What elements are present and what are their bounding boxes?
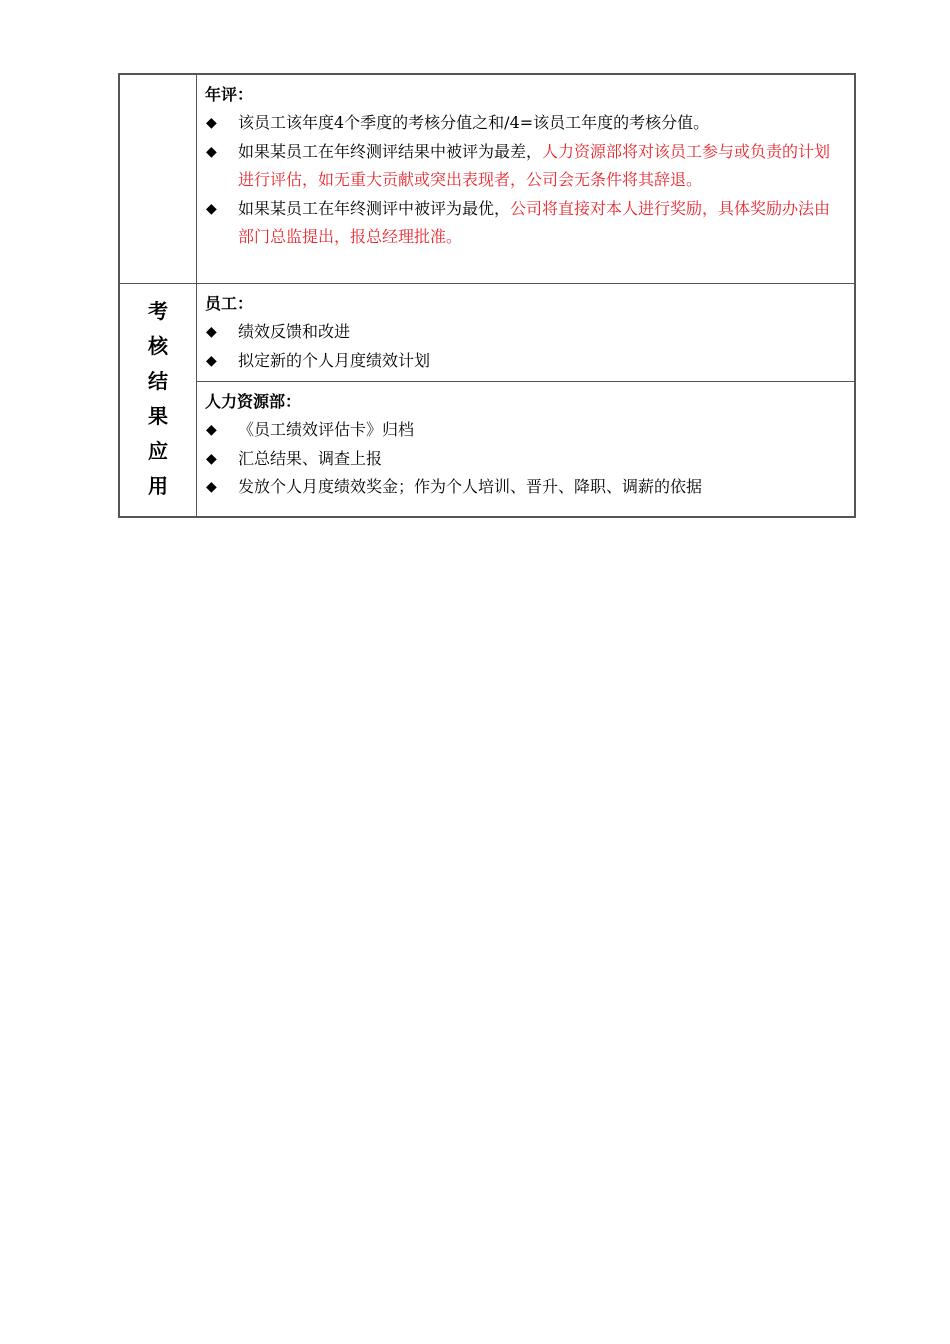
black-diamond-icon: ◆: [206, 324, 217, 340]
list-item: [205, 195, 846, 252]
list-item: [205, 138, 846, 195]
item-text: 发放个人月度绩效奖金；作为个人培训、晋升、降职、调薪的依据: [238, 477, 703, 496]
result-application-label: [120, 284, 196, 504]
black-diamond-icon: ◆: [206, 200, 217, 217]
black-diamond-icon: ◆: [206, 115, 217, 131]
label-char: 果: [148, 404, 168, 428]
black-diamond-icon: ◆: [206, 143, 217, 160]
black-diamond-icon: ◆: [206, 352, 217, 369]
item-text: 如果某员工在年终测评结果中被评为最差，: [238, 141, 543, 161]
list-item: [205, 445, 846, 474]
hr-cell: [197, 382, 856, 518]
list-item: [205, 109, 846, 138]
employee-heading: 员工：: [205, 294, 254, 313]
label-char: 考: [148, 299, 168, 323]
item-text: 汇总结果、调查上报: [238, 448, 383, 468]
employee-list: [205, 318, 846, 375]
item-text: 拟定新的个人月度绩效计划: [238, 350, 431, 370]
result-application-label-cell: [119, 284, 197, 518]
label-char: 应: [148, 439, 168, 463]
item-text: 《员工绩效评估卡》归档: [238, 420, 415, 439]
label-char: 用: [148, 474, 168, 498]
performance-table: [118, 73, 856, 518]
label-char: 核: [148, 334, 168, 358]
annual-review-heading: 年评：: [205, 85, 254, 104]
list-item: [205, 473, 846, 502]
annual-review-cell: [197, 74, 856, 284]
item-text: 绩效反馈和改进: [238, 322, 351, 341]
item-text: 该员工该年度4个季度的考核分值之和/4=该员工年度的考核分值。: [238, 113, 710, 132]
hr-row: [119, 382, 855, 518]
empty-label-cell: [119, 74, 197, 284]
list-item: [205, 347, 846, 376]
item-text: 如果某员工在年终测评中被评为最优，: [238, 198, 511, 218]
list-item: [205, 318, 846, 347]
item-highlight-text: 公司将直接对本人进行奖励，具体奖励办法由部门总监提出，报总经理批准。: [238, 198, 831, 246]
hr-list: [205, 416, 846, 502]
label-char: 结: [148, 369, 168, 393]
annual-review-row: [119, 74, 855, 284]
item-highlight-text: 人力资源部将对该员工参与或负责的计划进行评估，如无重大贡献或突出表现者，公司会无条件将其辞退。: [238, 141, 831, 189]
annual-review-list: [205, 109, 846, 252]
black-diamond-icon: ◆: [206, 450, 217, 467]
employee-cell: [197, 284, 856, 382]
black-diamond-icon: ◆: [206, 479, 217, 495]
hr-heading: 人力资源部：: [205, 392, 302, 411]
employee-row: [119, 284, 855, 382]
list-item: [205, 416, 846, 445]
black-diamond-icon: ◆: [206, 422, 217, 438]
